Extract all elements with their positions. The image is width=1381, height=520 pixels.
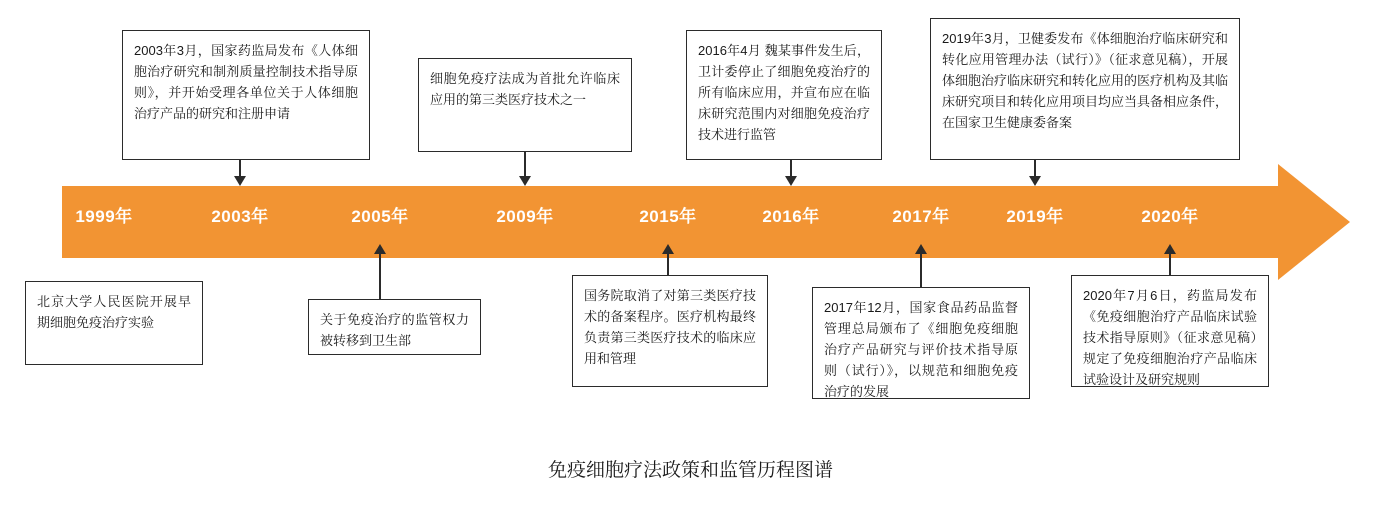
event-box-2015: 国务院取消了对第三类医疗技术的备案程序。医疗机构最终负责第三类医疗技术的临床应用和管理 [572,275,768,387]
connector-arrow-2003 [234,176,246,186]
event-box-2017: 2017年12月，国家食品药品监督管理总局颁布了《细胞免疫细胞治疗产品研究与评价技术指导原则（试行）》，以规范和细胞免疫治疗的发展 [812,287,1030,399]
year-label-1999[interactable]: 1999年 [75,207,133,226]
event-box-2016: 2016年4月 魏某事件发生后，卫计委停止了细胞免疫治疗的所有临床应用，并宣布应在临床研究范围内对细胞免疫治疗技术进行监管 [686,30,882,160]
connector-2009 [524,152,526,178]
connector-arrow-2005 [374,244,386,254]
event-box-2005: 关于免疫治疗的监管权力被转移到卫生部 [308,299,481,355]
year-label-2016[interactable]: 2016年 [762,207,820,226]
connector-arrow-2015 [662,244,674,254]
year-label-2003[interactable]: 2003年 [211,207,269,226]
connector-2017 [920,252,922,288]
timeline-arrowhead-icon [1278,164,1350,280]
connector-arrow-2016 [785,176,797,186]
event-box-1999: 北京大学人民医院开展早期细胞免疫治疗实验 [25,281,203,365]
year-label-2015[interactable]: 2015年 [639,207,697,226]
connector-2020 [1169,252,1171,276]
connector-arrow-2019 [1029,176,1041,186]
connector-arrow-2009 [519,176,531,186]
event-box-2003: 2003年3月，国家药监局发布《人体细胞治疗研究和制剂质量控制技术指导原则》，并开始受理各单位关于人体细胞治疗产品的研究和注册申请 [122,30,370,160]
year-label-2020[interactable]: 2020年 [1141,207,1199,226]
connector-2005 [379,252,381,300]
year-label-2017[interactable]: 2017年 [892,207,950,226]
year-label-2019[interactable]: 2019年 [1006,207,1064,226]
diagram-caption: 免疫细胞疗法政策和监管历程图谱 [547,460,833,481]
year-label-2009[interactable]: 2009年 [496,207,554,226]
connector-arrow-2020 [1164,244,1176,254]
connector-2015 [667,252,669,276]
connector-arrow-2017 [915,244,927,254]
event-box-2009: 细胞免疫疗法成为首批允许临床应用的第三类医疗技术之一 [418,58,632,152]
event-box-2020: 2020年7月6日，药监局发布《免疫细胞治疗产品临床试验技术指导原则》（征求意见稿）规定了免疫细胞治疗产品临床试验设计及研究规则 [1071,275,1269,387]
event-box-2019: 2019年3月，卫健委发布《体细胞治疗临床研究和转化应用管理办法（试行）》（征求意见稿），开展体细胞治疗临床研究和转化应用的医疗机构及其临床研究项目和转化应用项目均应当具备相应条件，在国家卫生健康委备案 [930,18,1240,160]
year-label-2005[interactable]: 2005年 [351,207,409,226]
